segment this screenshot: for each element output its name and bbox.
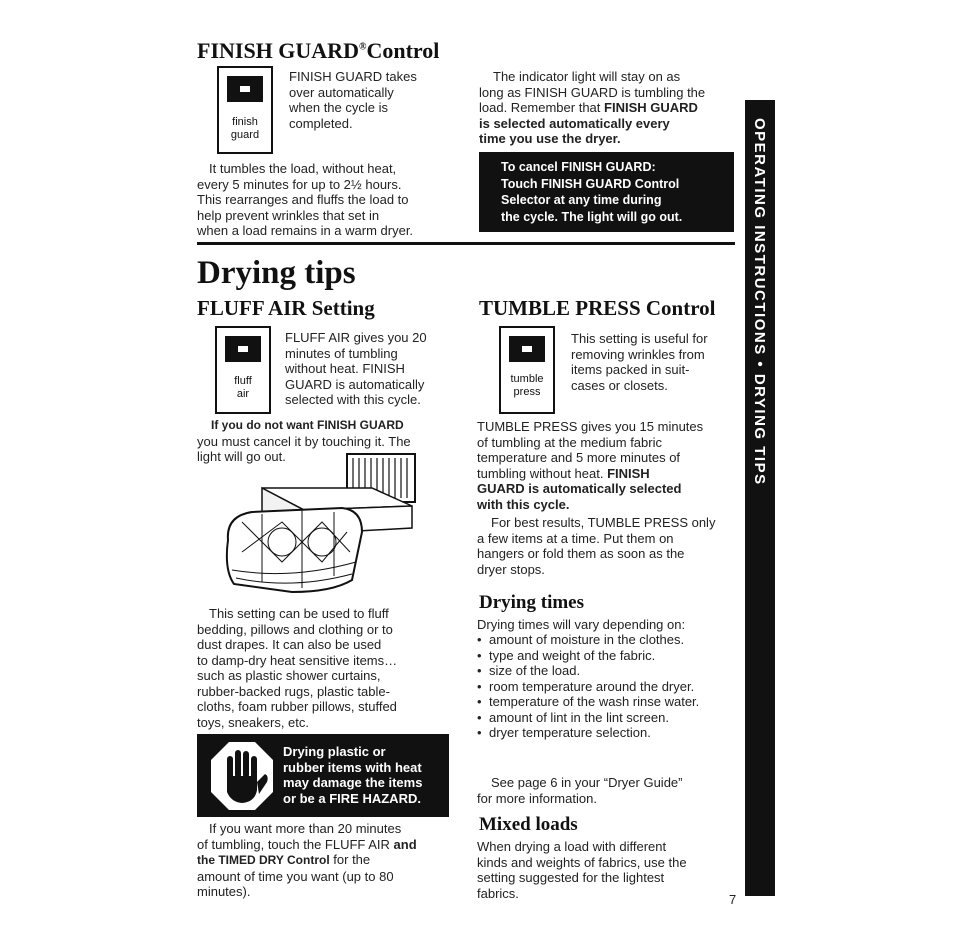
side-section-tab: [745, 100, 775, 896]
text-line: cases or closets.: [571, 377, 668, 393]
text-span: of tumbling, touch the FLUFF AIR: [197, 836, 394, 852]
list-item: • temperature of the wash rinse water.: [477, 694, 721, 710]
drying-times-intro: Drying times will vary depending on:: [477, 617, 686, 632]
page-number: 7: [729, 892, 737, 907]
drying-times-list: [477, 632, 727, 741]
list-item: • room temperature around the dryer.: [477, 679, 714, 695]
text-line: Touch FINISH GUARD Control: [501, 176, 680, 191]
finish-guard-right-text: [479, 69, 741, 147]
tumble-press-heading: TUMBLE PRESS Control: [479, 296, 716, 320]
list-item: • amount of moisture in the clothes.: [477, 632, 727, 648]
text-line: the cycle. The light will go out.: [501, 209, 683, 224]
text-line-bold: is selected automatically every: [479, 115, 670, 131]
finish-guard-intro: [289, 69, 469, 131]
text-line: may damage the items: [283, 775, 423, 790]
text-line: when a load remains in a warm dryer.: [197, 223, 414, 238]
text-line: minutes).: [197, 884, 251, 899]
finish-guard-heading-suffix: Control: [366, 38, 440, 63]
fire-hazard-warning-box: [197, 734, 449, 817]
text-line: For best results, TUMBLE PRESS only: [491, 515, 716, 530]
icon-label-line1: finish: [232, 116, 258, 128]
tumble-press-best-results: [477, 515, 741, 577]
drying-tips-title: Drying tips: [197, 255, 356, 291]
text-line: amount of time you want (up to 80: [197, 868, 394, 884]
tumble-press-paragraph: [477, 419, 741, 512]
list-item: • amount of lint in the lint screen.: [477, 710, 727, 726]
finish-guard-button-icon: [217, 66, 273, 154]
text-line: dust drapes. It can also be used: [197, 637, 382, 652]
text-line: to damp-dry heat sensitive items…: [197, 652, 398, 668]
text-line: This rearranges and fluffs the load to: [197, 192, 409, 207]
indicator-light-icon: [225, 336, 261, 362]
text-line: a few items at a time. Put them on: [477, 530, 674, 546]
text-line: The indicator light will stay on as: [493, 69, 681, 84]
text-line: [479, 100, 741, 116]
list-item: • type and weight of the fabric.: [477, 648, 727, 664]
bed-blanket-illustration: [222, 452, 422, 600]
text-line-bold: If you do not want FINISH GUARD: [211, 418, 404, 432]
text-line: temperature and 5 more minutes of: [477, 450, 681, 465]
text-span: for the: [329, 852, 371, 867]
timed-dry-paragraph: [197, 821, 477, 900]
tumble-press-button-icon: [499, 326, 555, 414]
text-line: rubber-backed rugs, plastic table-: [197, 683, 390, 699]
mixed-loads-heading: Mixed loads: [479, 814, 578, 835]
text-line: [197, 837, 477, 853]
text-line: help prevent wrinkles that set in: [197, 207, 380, 223]
icon-label-line2: guard: [230, 129, 260, 141]
icon-label-line2: air: [236, 388, 250, 400]
text-line: for more information.: [477, 790, 597, 806]
text-line: such as plastic shower curtains,: [197, 668, 381, 683]
text-line: you must cancel it by touching it. The: [197, 433, 411, 449]
text-line: over automatically: [289, 84, 394, 100]
fluff-air-intro: [285, 330, 465, 408]
text-line: removing wrinkles from: [571, 346, 705, 362]
text-span: load. Remember that: [479, 100, 605, 115]
text-line: bedding, pillows and clothing or to: [197, 621, 393, 637]
text-line: Selector at any time during: [501, 193, 662, 207]
text-line: items packed in suit-: [571, 362, 690, 377]
text-line: long as FINISH GUARD is tumbling the: [479, 84, 706, 100]
text-line: When drying a load with different: [477, 839, 667, 854]
text-line: hangers or fold them as soon as the: [477, 546, 685, 561]
text-line: completed.: [289, 115, 353, 131]
text-line: minutes of tumbling: [285, 345, 398, 361]
text-line: [197, 852, 477, 869]
list-item: • size of the load.: [477, 663, 727, 679]
text-line: or be a FIRE HAZARD.: [283, 790, 421, 806]
text-line: rubber items with heat: [283, 759, 422, 775]
text-line: FINISH GUARD takes: [289, 69, 417, 84]
text-span-bold: FINISH: [607, 465, 650, 481]
fluff-air-paragraph: [197, 606, 477, 730]
text-line: without heat. FINISH: [285, 361, 405, 376]
finish-guard-heading: [197, 38, 439, 64]
fluff-air-heading: FLUFF AIR Setting: [197, 296, 375, 320]
icon-label-line2: press: [513, 386, 541, 398]
text-line-bold: time you use the dryer.: [479, 131, 621, 146]
text-line-bold: GUARD is automatically selected: [477, 481, 682, 496]
text-line: This setting is useful for: [571, 331, 708, 346]
text-line: setting suggested for the lightest: [477, 870, 665, 885]
mixed-loads-text: [477, 839, 741, 901]
text-span-bold: and: [393, 836, 417, 852]
finish-guard-heading-text: FINISH GUARD: [197, 38, 359, 63]
text-line: Drying plastic or: [283, 744, 386, 759]
text-line: when the cycle is: [289, 100, 388, 115]
cancel-finish-guard-box: [479, 152, 734, 232]
fluff-air-button-icon: [215, 326, 271, 414]
text-span-bold: the TIMED DRY Control: [197, 853, 330, 867]
text-line: See page 6 in your “Dryer Guide”: [491, 775, 683, 790]
text-line: FLUFF AIR gives you 20: [285, 330, 427, 345]
tumble-press-intro: [571, 331, 741, 393]
stop-hand-icon: [209, 740, 275, 812]
icon-label-line1: tumble: [510, 373, 544, 385]
text-span: tumbling without heat.: [477, 465, 608, 481]
indicator-light-icon: [509, 336, 545, 362]
indicator-light-icon: [227, 76, 263, 102]
drying-times-see-page: [477, 775, 741, 806]
text-line: toys, sneakers, etc.: [197, 714, 309, 730]
text-line: dryer stops.: [477, 561, 545, 577]
section-divider: [197, 242, 735, 245]
text-line: This setting can be used to fluff: [209, 606, 389, 621]
list-item: • dryer temperature selection.: [477, 725, 727, 741]
text-line: selected with this cycle.: [285, 392, 421, 407]
text-line: every 5 minutes for up to 2½ hours.: [197, 176, 402, 192]
side-tab-label: OPERATING INSTRUCTIONS • DRYING TIPS: [751, 118, 768, 486]
text-line: [477, 466, 741, 482]
text-line: To cancel FINISH GUARD:: [501, 160, 656, 174]
text-line: If you want more than 20 minutes: [209, 821, 402, 836]
text-line: kinds and weights of fabrics, use the: [477, 854, 687, 870]
registered-mark: ®: [358, 41, 367, 53]
text-line: of tumbling at the medium fabric: [477, 434, 662, 450]
text-span-bold: FINISH GUARD: [604, 100, 698, 115]
finish-guard-paragraph: [197, 161, 477, 239]
text-line: fabrics.: [477, 885, 519, 901]
text-line: cloths, foam rubber pillows, stuffed: [197, 699, 397, 714]
text-line: GUARD is automatically: [285, 376, 425, 392]
text-line: TUMBLE PRESS gives you 15 minutes: [477, 419, 704, 434]
text-line-bold: with this cycle.: [477, 496, 570, 512]
drying-times-heading: Drying times: [479, 592, 585, 613]
text-line: light will go out.: [197, 449, 286, 464]
icon-label-line1: fluff: [234, 375, 252, 387]
text-line: It tumbles the load, without heat,: [209, 161, 397, 176]
